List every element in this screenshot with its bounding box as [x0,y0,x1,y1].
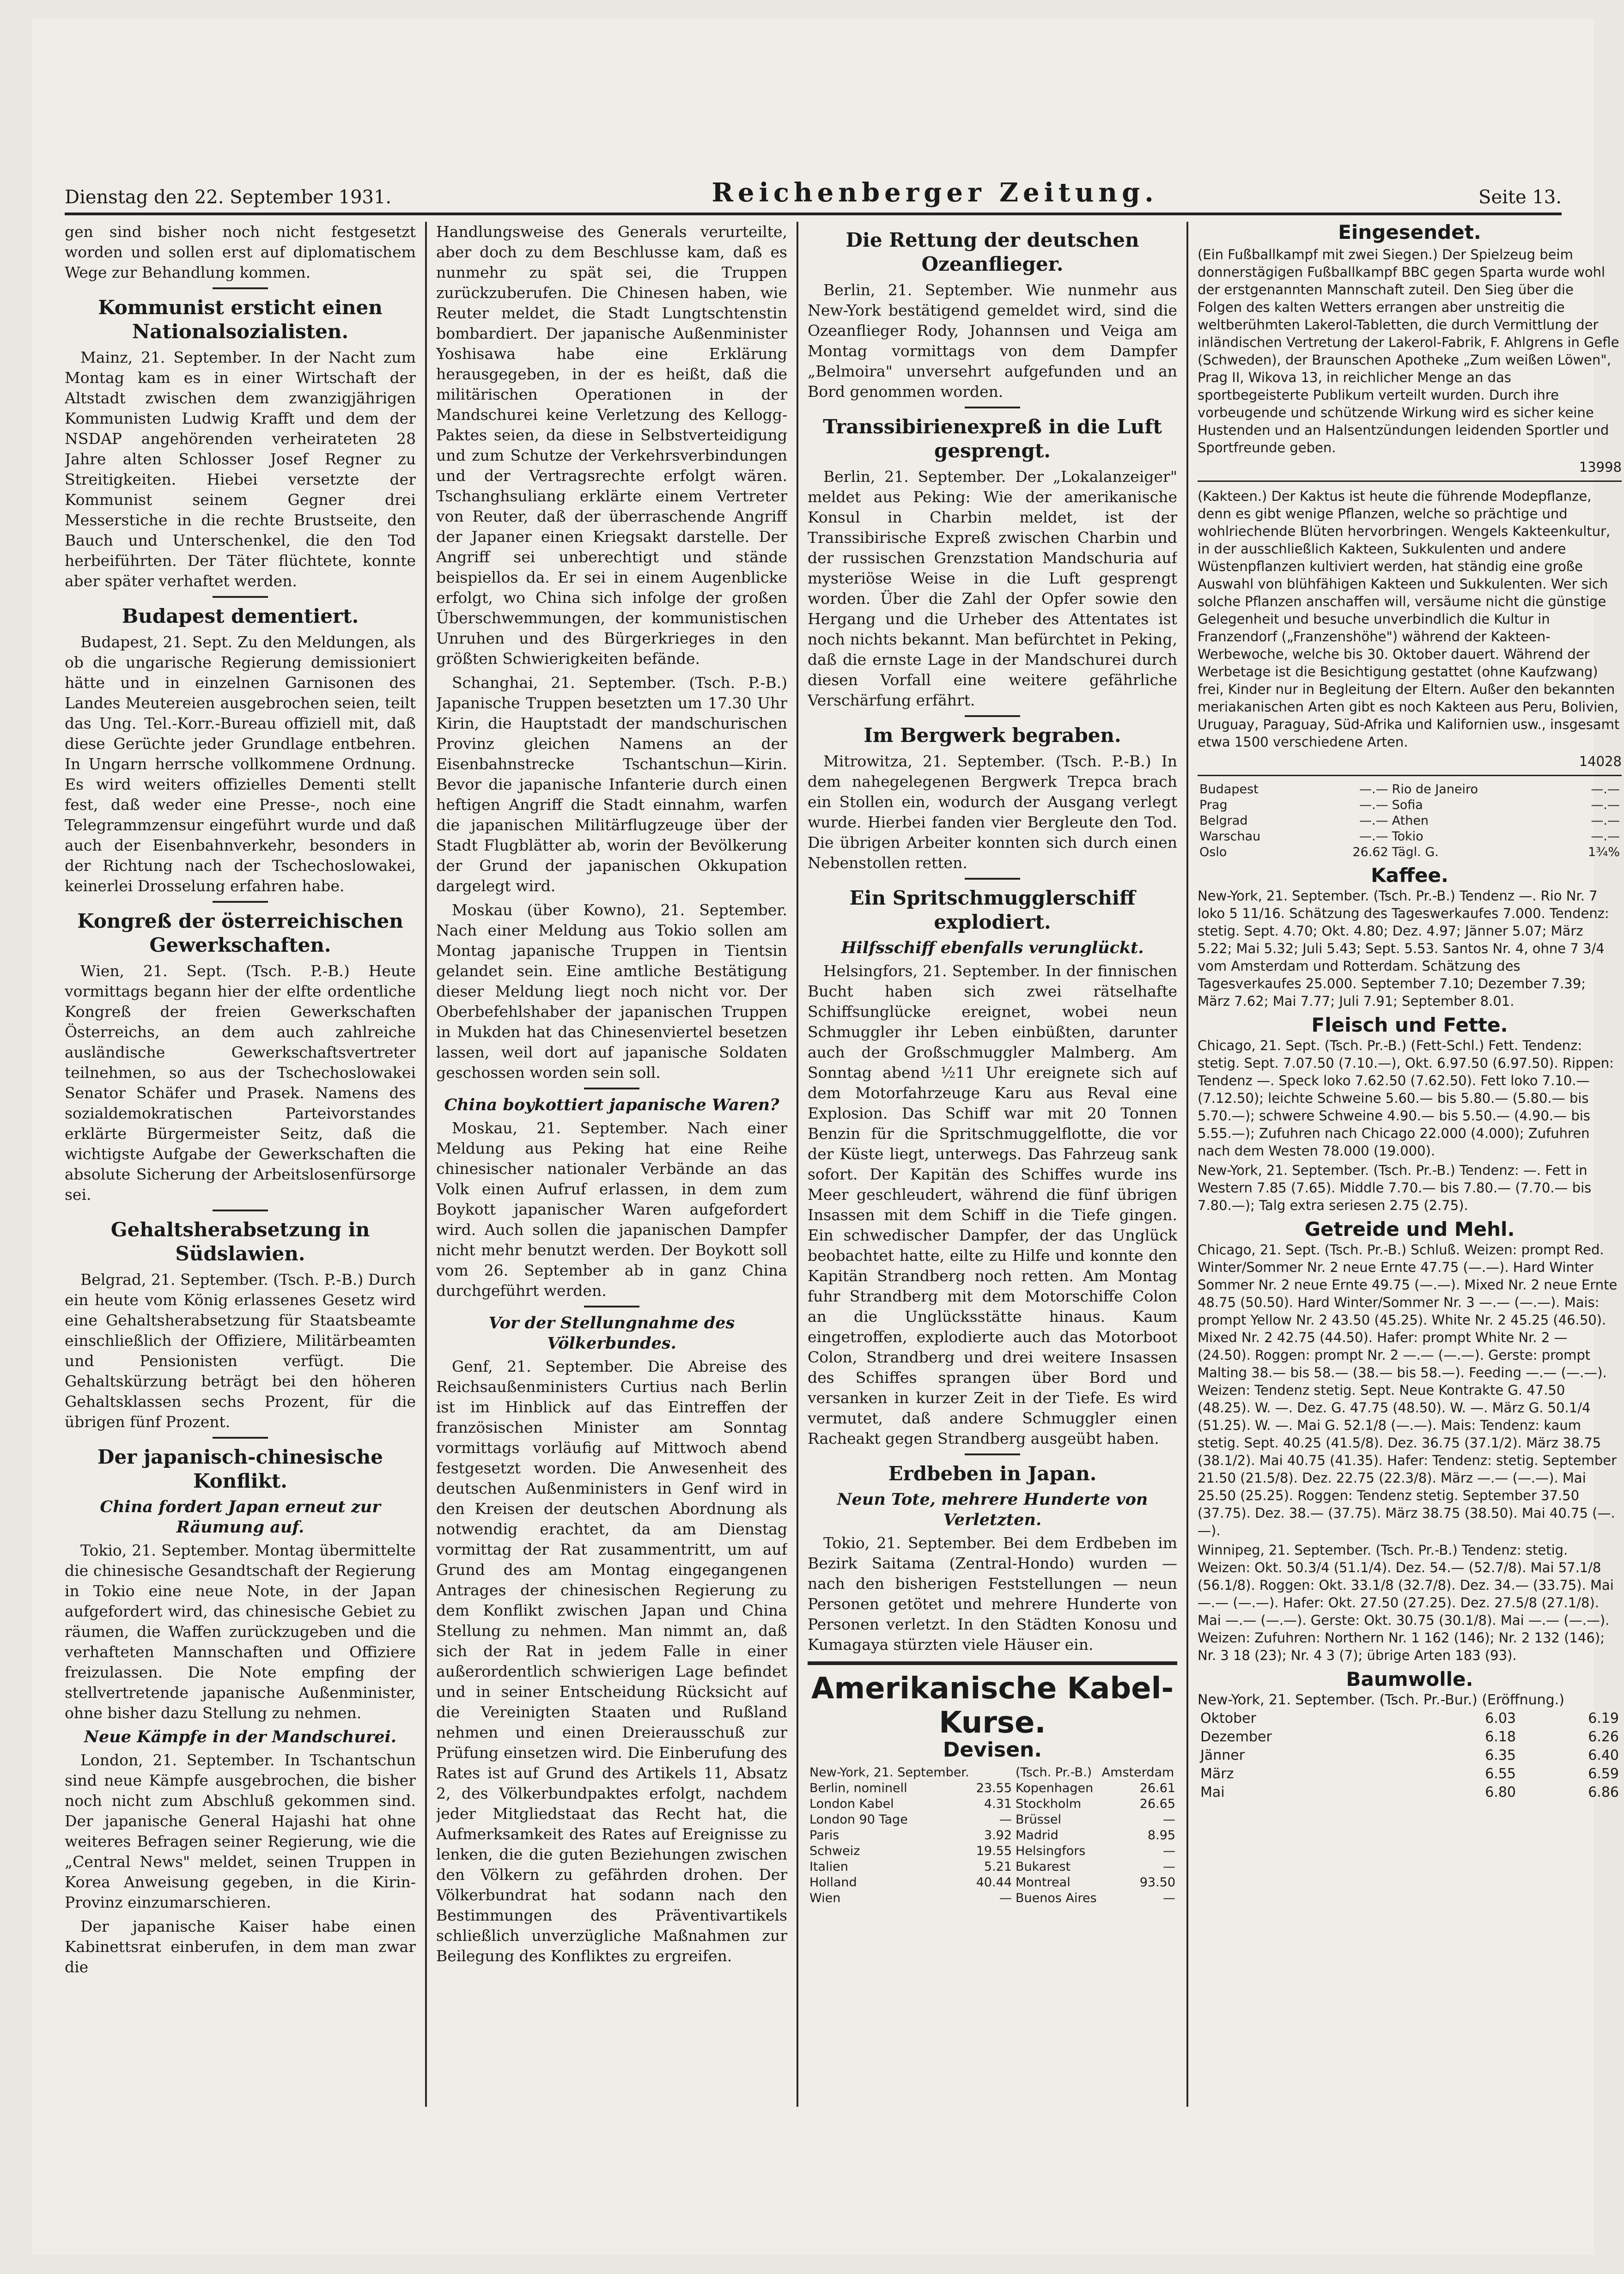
table-cell: 5.21 [984,1860,1012,1874]
article-text: Berlin, 21. September. Wie nunmehr aus New-York bestätigend gemeldet wird, sind die Ozeanflieger Rody, Johannsen und Veiga am Montag vormittags von dem Dampfer „Belmoira" unversehrt aufgefunden und an Bord genommen worden. [808,281,1177,401]
table-cell: 6.59 [1588,1766,1619,1782]
article-subtitle: Vor der Stellungnahme des Völkerbundes. [488,1313,735,1353]
market-text: New-York, 21. September. (Tsch. Pr.-B.) Tendenz —. Rio Nr. 7 loko 5 11/16. Schätzung des Tageswerkaufes 7.000. Tendenz: stetig. Sept. 4.70; Okt. 4.80; Dez. 4.97; Jänner 5.07; März 5.22; Mai 5.32; Juli 5.43; Sept. 5.53. Santos Nr. 4, ohne 7 3/4 vom Amsterdam und Rotterdam. Schätzung des Tagesverkaufes 25.000. September 7.10; Dezember 7.39; März 7.62; Mai 7.77; Juli 7.91; September 8.01. [1198,888,1609,1009]
table-cell: Sofia [1392,798,1423,812]
table-cell: —.— [1591,782,1620,797]
market-title-cotton: Baumwolle. [1346,1668,1473,1690]
table-row [1198,797,1622,813]
article-subtitle: China fordert Japan erneut zur Räumung auf. [100,1497,381,1537]
ad-code: 14028 [1579,754,1622,769]
table-row [1198,1765,1622,1783]
table-head-cell: New-York, 21. September. [809,1765,969,1780]
table-row [808,1891,1177,1906]
table-cell: 93.50 [1139,1875,1175,1890]
separator [213,901,268,903]
table-cell: Belgrad [1199,814,1248,828]
article-text: Genf, 21. September. Die Abreise des Reichsaußenministers Curtius nach Berlin ist im Hinblick auf das Eintreffen der französischen Minister am Sonntag vormittags vorläufig auf Mittwoch abend festgesetzt worden. Die Anwesenheit des deutschen Außenministers in Genf wird in den Kreisen der deutschen Abordnung als notwendig erachtet, da am Dienstag vormittag der Rat zusammentritt, um auf Grund des am Montag eingegangenen Antrages der chinesischen Regierung zu dem Konflikt zwischen Japan und China Stellung zu nehmen. Man nimmt an, daß sich der Rat in jedem Falle in einer außerordentlich schwierigen Lage befindet und in seiner Entscheidung Rücksicht auf die Vereinigten Staaten und Rußland nehmen und einen Dreierausschuß zur Prüfung einsetzen wird. Die Einberufung des Rates ist auf Grund des Artikels 11, Absatz 2, des Völkerbundpaktes erfolgt, nachdem jeder Mitgliedstaat das Recht hat, die Aufmerksamkeit des Rates auf Ereignisse zu lenken, die die guten Beziehungen zwischen den Völkern zu gefährden drohen. Der Völkerbundrat hat sodann nach den Bestimmungen des Präventivartikels schließlich unverzügliche Maßnahmen zur Beilegung des Konfliktes zu ergreifen. [436,1357,787,1965]
column-2 [436,222,787,2107]
table-row [808,1875,1177,1891]
article-text: Moskau, 21. September. Nach einer Meldung aus Peking hat eine Reihe chinesischer nationaler Verbände an das Volk einen Aufruf erlassen, in dem zum Boykott japanischer Waren aufgefordert wird. Auch sollen die japanischen Dampfer nicht mehr benutzt werden. Der Boykott soll vom 26. September ab in ganz China durchgeführt werden. [436,1119,787,1300]
table-cell: 1¾% [1588,845,1620,859]
table-cell: —.— [1359,798,1388,812]
cable-rates-title: Amerikanische Kabel-Kurse. [811,1672,1174,1740]
table-cell: —.— [1591,829,1620,844]
table-cell: 6.19 [1588,1710,1619,1727]
table-row [1198,1709,1622,1728]
table-cell: Athen [1392,814,1429,828]
table-cell: —.— [1359,782,1388,797]
column-rule [797,222,798,2107]
table-cell: 3.92 [984,1828,1012,1842]
table-cell: — [1163,1844,1175,1858]
table-row [808,1781,1177,1796]
article-text: Mainz, 21. September. In der Nacht zum Montag kam es in einer Wirtschaft der Altstadt zwischen dem zwanzigjährigen Kommunisten Ludwig Krafft und dem der NSDAP angehörenden verheirateten 28 Jahre alten Schlosser Josef Regner zu Streitigkeiten. Hiebei versetzte der Kommunist seinem Gegner drei Messerstiche in die rechte Brustseite, den Bauch und Unterschenkel, die den Tod herbeiführten. Der Täter flüchtete, konnte aber später verhaftet werden. [65,348,416,590]
article-subtitle: Neun Tote, mehrere Hunderte von Verletzten. [837,1490,1148,1529]
market-title-grain: Getreide und Mehl. [1304,1218,1515,1240]
cotton-subtitle: New-York, 21. September. (Tsch. Pr.-Bur.) (Eröffnung.) [1198,1692,1564,1708]
article-text: Mitrowitza, 21. September. (Tsch. P.-B.) In dem nahegelegenen Bergwerk Trepca brach ein Stollen ein, wodurch der Ausgang verlegt wurde. Hierbei fanden vier Bergleute den Tod. Die übrigen Arbeiter konnten sich durch einen Nebenstollen retten. [808,752,1177,872]
table-cell: London Kabel [809,1797,894,1811]
article-subtitle: Neue Kämpfe in der Mandschurei. [84,1727,396,1746]
table-cell: Budapest [1199,782,1259,797]
table-cell: Brüssel [1016,1812,1061,1827]
table-cell: 6.80 [1485,1784,1516,1800]
table-cell: Oslo [1199,845,1227,859]
separator [213,1437,268,1439]
separator [1198,775,1622,776]
page-header [65,157,1562,215]
table-cell: —.— [1591,798,1620,812]
article-text: Schanghai, 21. September. (Tsch. P.-B.) Japanische Truppen besetzten um 17.30 Uhr Kirin, die Hauptstadt der mandschurischen Provinz gleichen Namens an der Eisenbahnstrecke Tschantschun—Kirin. Bevor die japanische Infanterie durch einen heftigen Angriff die Stadt einnahm, warfen die japanischen Militärflugzeuge über der Stadt Flugblätter ab, worin der Bevölkerung der Grund der japanischen Okkupation dargelegt wird. [436,674,787,895]
table-row [808,1843,1177,1859]
newspaper-page [32,18,1622,2255]
table-cell: 19.55 [976,1844,1012,1858]
table-header-row [808,1765,1177,1781]
table-cell: Kopenhagen [1016,1781,1094,1795]
article-subtitle: Hilfsschiff ebenfalls verunglückt. [841,938,1144,957]
column-4 [1198,222,1622,2107]
header-date: Dienstag den 22. September 1931. [65,187,392,208]
table-cell: 6.03 [1485,1710,1516,1727]
exchange-table [808,1765,1177,1906]
table-row [808,1828,1177,1843]
table-cell: Oktober [1200,1710,1256,1727]
table-row [1198,845,1622,860]
table-row [808,1796,1177,1812]
table-cell: Schweiz [809,1844,860,1858]
table-cell: 8.95 [1147,1828,1175,1842]
table-row [808,1859,1177,1875]
table-cell: Tägl. G. [1392,845,1439,859]
market-title-coffee: Kaffee. [1371,864,1448,887]
newspaper-name: Reichenberger Zeitung. [712,177,1158,208]
article-text: London, 21. September. In Tschantschun sind neue Kämpfe ausgebrochen, die bisher noch nicht zum Abschluß gekommen sind. Der japanische General Hajashi hat ohne weiteres Befragen seiner Regierung, wie die „Central News" meldet, seinen Truppen in Korea Anweisung gegeben, in die Kirin-Provinz einzumarschieren. [65,1751,416,1911]
table-cell: Italien [809,1860,848,1874]
separator [213,596,268,598]
page-number: Seite 13. [1478,187,1562,208]
table-cell: Tokio [1392,829,1423,844]
cotton-section [1198,1691,1622,1802]
table-cell: Montreal [1016,1875,1071,1890]
separator [584,1306,639,1307]
separator [965,407,1020,408]
article-text: Der japanische Kaiser habe einen Kabinettsrat einberufen, in dem man zwar die [65,1917,416,1976]
market-text: Winnipeg, 21. September. (Tsch. Pr.-B.) Tendenz: stetig. Weizen: Okt. 50.3/4 (51.1/4). Dez. 54.— (52.7/8). Mai 57.1/8 (56.1/8). Roggen: Okt. 33.1/8 (32.7/8). Dez. 34.— (33.75). Mai —.— (—.—). Hafer: Okt. 27.50 (27.25). Dez. 27.5/8 (27.1/8). Mai —.— (—.—). Gerste: Okt. 30.75 (30.1/8). Mai —.— (—.—). Weizen: Zufuhren: Northern Nr. 1 162 (146); Nr. 2 132 (146); Nr. 3 18 (23); Nr. 4 3 (7); übrige Arten 183 (93). [1198,1542,1614,1663]
table-cell: Buenos Aires [1016,1891,1097,1905]
table-cell: März [1200,1766,1234,1782]
separator [965,1453,1020,1455]
table-cell: 4.31 [984,1797,1012,1811]
table-cell: 23.55 [976,1781,1012,1795]
market-title-meat: Fleisch und Fette. [1311,1014,1508,1036]
table-row [1198,782,1622,797]
table-cell: Bukarest [1016,1860,1071,1874]
table-cell: 6.40 [1588,1747,1619,1763]
table-cell: Helsingfors [1016,1844,1086,1858]
table-cell: — [1163,1891,1175,1905]
table-cell: —.— [1359,814,1388,828]
table-cell: Stockholm [1016,1797,1082,1811]
table-cell: Rio de Janeiro [1392,782,1478,797]
intro-text: gen sind bisher noch nicht festgesetzt worden und sollen erst auf diplomatischem Wege zur Behandlung kommen. [65,223,416,281]
table-cell: Madrid [1016,1828,1058,1842]
table-row [1198,1746,1622,1765]
columns-area [65,222,1622,2107]
heavy-rule [808,1661,1177,1665]
column-rule [425,222,427,2107]
table-head-cell: Amsterdam [1101,1765,1174,1780]
table-cell: Berlin, nominell [809,1781,907,1795]
table-cell: Jänner [1200,1747,1245,1763]
table-row [1198,829,1622,845]
article-text: Belgrad, 21. September. (Tsch. P.-B.) Durch ein heute vom König erlassenes Gesetz wird eine Gehaltsherabsetzung für Staatsbeamte einschließlich der Offiziere, Militärbeamten und Pensionisten verfügt. Die Gehaltskürzung beträgt bei den höheren Gehaltsklassen sechs Prozent, für die übrigen fünf Prozent. [65,1271,416,1431]
article-text: (Kakteen.) Der Kaktus ist heute die führende Modepflanze, denn es gibt wenige Pflanzen, welche so prächtige und wohlriechende Blüten hervorbringen. Wengels Kakteenkultur, in der ausschließlich Kakteen, Sukkulenten und andere Wüstenpflanzen kultiviert werden, hat ständig eine große Auswahl von blühfähigen Kakteen und Sukkulenten. Wer sich solche Pflanzen anschaffen will, versäume nicht die günstige Gelegenheit und besuche unverbindlich die Kultur in Franzendorf („Franzenshöhe") während der Kakteen-Werbewoche, welche bis 30. Oktober dauert. Während der Werbetage ist die Besichtigung gestattet (ohne Kaufzwang) frei, Kinder nur in Begleitung der Eltern. Außer den bekannten meriakanischen Arten gibt es noch Kakteen aus Peru, Bolivien, Uruguay, Paraguay, Süd-Afrika und Kalifornien usw., insgesamt etwa 1500 verschiedene Arten. [1198,488,1620,750]
separator [584,1088,639,1089]
table-cell: London 90 Tage [809,1812,908,1827]
article-text: Tokio, 21. September. Montag übermittelte die chinesische Gesandtschaft der Regierung in Tokio eine neue Note, in der Japan aufgefordert wird, das chinesische Gebiet zu räumen, die Waffen zurückzugeben und die verhafteten Mannschaften und Offiziere freizulassen. Die Note empfing der stellvertretende japanische Außenminister, ohne bisher dazu Stellung zu nehmen. [65,1541,416,1722]
market-text: Chicago, 21. Sept. (Tsch. Pr.-B.) Schluß. Weizen: prompt Red. Winter/Sommer Nr. 2 neue Ernte 47.75 (—.—). Hard Winter Sommer Nr. 2 neue Ernte 49.75 (—.—). Mixed Nr. 2 neue Ernte 48.75 (50.50). Hard Winter/Sommer Nr. 3 —.— (—.—). Mais: prompt Yellow Nr. 2 43.50 (45.25). White Nr. 2 45.25 (46.50). Mixed Nr. 2 42.75 (44.50). Hafer: prompt White Nr. 2 — (24.50). Roggen: prompt Nr. 2 —.— (—.—). Gerste: prompt Malting 38.— bis 58.— (38.— bis 58.—). Feeding —.— (—.—). Weizen: Tendenz stetig. Sept. Neue Kontrakte G. 47.50 (48.25). W. —. Dez. G. 47.75 (48.50). W. —. März G. 50.1/4 (51.25). W. —. Mai G. 52.1/8 (—.—). Mais: Tendenz: kaum stetig. Sept. 40.25 (41.5/8). Dez. 36.75 (37.1/2). März 38.75 (38.1/2). Mai 40.75 (41.35). Hafer: Tendenz: stetig. September 21.50 (21.5/8). Dez. 22.75 (22.3/8). März —.— (—.—). Mai 25.50 (25.25). Roggen: Tendenz stetig. September 37.50 (37.75). Dez. 38.— (37.75). März 38.75 (38.50). Mai 40.75 (—.—). [1198,1242,1618,1538]
table-cell: 6.35 [1485,1747,1516,1763]
table-row [808,1812,1177,1828]
table-cell: — [999,1812,1012,1827]
table-row [1198,1728,1622,1746]
table-cell: 26.61 [1139,1781,1175,1795]
article-text: Budapest, 21. Sept. Zu den Meldungen, als ob die ungarische Regierung demissioniert hätte und in einzelnen Garnisonen des Landes Meutereien ausgebrochen seien, teilt das Ung. Tel.-Korr.-Bureau offiziell mit, daß diese Gerüchte jeder Grundlage entbehren. In Ungarn herrsche vollkommene Ordnung. Es wird weiters offizielles Dementi stellt fest, daß weder eine Presse-, noch eine Telegrammzensur eingeführt wurde und daß auch der Eisenbahnverkehr, besonders in der Richtung nach der Tschechoslowakei, keinerlei Drosselung erfahren habe. [65,633,416,895]
article-title: Budapest dementiert. [122,605,359,627]
table-cell: 6.86 [1588,1784,1619,1800]
column-3 [808,222,1177,2107]
article-title: Der japanisch-chinesische Konflikt. [97,1446,383,1492]
cable-rates-subtitle: Devisen. [943,1738,1042,1762]
table-cell: — [999,1891,1012,1905]
market-text: Chicago, 21. Sept. (Tsch. Pr.-B.) (Fett-Schl.) Fett. Tendenz: stetig. Sept. 7.07.50 (7.10.—), Okt. 6.97.50 (6.97.50). Rippen: Tendenz —. Speck loko 7.62.50 (7.62.50). Fett loko 7.10.— (7.12.50); leichte Schweine 5.60.— bis 5.80.— (5.80.— bis 5.70.—); schwere Schweine 4.90.— bis 5.50.— (4.90.— bis 5.55.—); Zufuhren nach Chicago 22.000 (4.000); Zufuhren nach dem Westen 78.000 (19.000). [1198,1038,1614,1159]
article-text: Handlungsweise des Generals verurteilte, aber doch zu dem Beschlusse kam, daß es nunmehr zu spät sei, die Truppen zurückzuberufen. Die Chinesen haben, wie Reuter meldet, die Stadt Lungtschtenstin bombardiert. Der japanische Außenminister Yoshisawa habe eine Erklärung herausgegeben, in der es heißt, daß die militärischen Operationen in der Mandschurei keine Verletzung des Kellogg-Paktes seien, da diese in Selbstverteidigung und zum Schutze der Verkehrsverbindungen und der Vertragsrechte erfolgt wären. Tschanghsuliang erklärte einem Vertreter von Reuter, daß der überraschende Angriff der Japaner einen Kriegsakt darstelle. Der Angriff sei unberechtigt und stände beispiellos da. Er sei in einem Augenblicke erfolgt, wo China sich infolge der großen Überschwemmungen, der kommunistischen Unruhen und des Bürgerkrieges in den größten Schwierigkeiten befände. [436,223,787,668]
table-cell: 6.55 [1485,1766,1516,1782]
table-cell: — [1163,1860,1175,1874]
article-text: Berlin, 21. September. Der „Lokalanzeiger" meldet aus Peking: Wie der amerikanische Konsul in Charbin meldet, ist der Transsibirische Expreß zwischen Charbin und der russischen Grenzstation Mandschuria auf mysteriöse Weise in die Luft gesprengt worden. Über die Zahl der Opfer sowie den Hergang und die Urheber des Attentates ist noch nichts bekannt. Man befürchtet in Peking, daß die ernste Lage in der Mandschurei durch diesen Vorfall eine weitere gefährliche Verschärfung erfährt. [808,468,1177,709]
table-cell: Dezember [1200,1729,1272,1745]
separator [213,1210,268,1211]
article-title: Ein Spritschmugglerschiff explodiert. [849,887,1136,933]
article-title: Erdbeben in Japan. [888,1462,1097,1485]
column-1 [65,222,416,2107]
table-row [1198,813,1622,829]
table-cell: 26.65 [1139,1797,1175,1811]
separator [1198,480,1622,482]
separator [965,715,1020,717]
table-head-cell: (Tsch. Pr.-B.) [1016,1765,1092,1780]
column-rule [1186,222,1188,2107]
table-cell: 26.62 [1352,845,1388,859]
article-subtitle: China boykottiert japanische Waren? [444,1095,779,1114]
market-text: New-York, 21. September. (Tsch. Pr.-B.) Tendenz: —. Fett in Western 7.85 (7.65). Middle 7.70.— bis 7.80.— (7.70.— bis 7.80.—); Talg extra seriesen 2.75 (2.75). [1198,1162,1592,1213]
article-title: Gehaltsherabsetzung in Südslawien. [110,1218,370,1265]
separator [213,287,268,289]
table-cell: 6.18 [1485,1729,1516,1745]
article-title: Im Bergwerk begraben. [864,724,1121,747]
table-cell: — [1163,1812,1175,1827]
article-title: Kongreß der österreichischen Gewerkschaften. [77,910,403,956]
table-cell: Holland [809,1875,857,1890]
article-title: Die Rettung der deutschen Ozeanflieger. [845,229,1139,275]
article-text: Tokio, 21. September. Bei dem Erdbeben im Bezirk Saitama (Zentral-Hondo) wurden — nach den bisherigen Feststellungen — neun Personen getötet und mehrere Hunderte von Personen verletzt. In den Städten Konosu und Kumagaya stürzten viele Häuser ein. [808,1534,1177,1654]
ad-code: 13998 [1579,459,1622,475]
table-cell: Wien [809,1891,841,1905]
table-cell: Prag [1199,798,1228,812]
exchange-table-2 [1198,782,1622,860]
article-title: Kommunist ersticht einen Nationalsozialisten. [98,296,383,343]
table-cell: Warschau [1199,829,1261,844]
cotton-table [1198,1709,1622,1802]
table-cell: —.— [1591,814,1620,828]
separator [965,878,1020,880]
section-title: Eingesendet. [1338,222,1481,243]
table-cell: Paris [809,1828,839,1842]
table-cell: 40.44 [976,1875,1012,1890]
article-title: Transsibirienexpreß in die Luft gesprengt. [823,415,1162,462]
table-cell: 6.26 [1588,1729,1619,1745]
table-cell: —.— [1359,829,1388,844]
table-row [1198,1783,1622,1802]
article-text: Wien, 21. Sept. (Tsch. P.-B.) Heute vormittags begann hier der elfte ordentliche Kongreß der freien Gewerkschaften Österreichs, an dem auch zahlreiche ausländische Gewerkschaftsvertreter teilnehmen, so aus der Tschechoslowakei Senator Schäfer und Prasek. Namens des sozialdemokratischen Parteivorstandes erklärte Bürgermeister Seitz, daß die wichtigste Aufgabe der Gewerkschaften die absolute Sicherung der Arbeitslosenfürsorge sei. [65,962,416,1204]
article-text: (Ein Fußballkampf mit zwei Siegen.) Der Spielzeug beim donnerstägigen Fußballkampf BBC gegen Sparta wurde wohl der erstgenannten Mannschaft zuteil. Den Sieg über die Folgen des kalten Wetters errangen aber unstreitig die weltberühmten Lakerol-Tabletten, die durch Vermittlung der inländischen Vertretung der Lakerol-Fabrik, F. Ahlgrens in Gefle (Schweden), der Braunschen Apotheke „Zum weißen Löwen", Prag II, Wikova 13, in reichlicher Menge an das sportbegeisterte Publikum verteilt wurden. Durch ihre vorbeugende und schützende Wirkung wird es sicher keine Hustenden und an Halsentzündungen leidenden Sportler und Sportfreunde geben. [1198,247,1619,456]
article-text: Helsingfors, 21. September. In der finnischen Bucht haben sich zwei rätselhafte Schiffsunglücke ereignet, wobei neun Schmuggler ihr Leben einbüßten, darunter auch der Großschmuggler Malmberg. Am Sonntag abend ½11 Uhr ereignete sich auf dem Motorfahrzeuge Karu aus Reval eine Explosion. Das Schiff war mit 20 Tonnen Benzin für die Spritschmuggelflotte, die vor der Küste liegt, unterwegs. Das Fahrzeug sank sofort. Der Kapitän des Schiffes wurde ins Meer geschleudert, während die fünf übrigen Insassen mit dem Schiff in die Tiefe gingen. Ein schwedischer Dampfer, der das Unglück beobachtet hatte, eilte zu Hilfe und konnte den Kapitän Strandberg noch retten. Am Montag fuhr Strandberg mit dem Motorschiffe Colon an die Unglücksstätte hinaus. Kaum eingetroffen, explodierte auch das Motorboot Colon, Strandberg und drei weitere Insassen des Schiffes sprangen über Bord und versanken in kurzer Zeit in der Tiefe. Es wird vermutet, daß andere Schmuggler einen Racheakt gegen Strandberg ausgeübt haben. [808,962,1177,1447]
table-cell: Mai [1200,1784,1225,1800]
article-text: Moskau (über Kowno), 21. September. Nach einer Meldung aus Tokio sollen am Montag japanische Truppen in Tientsin gelandet sein. Eine amtliche Bestätigung dieser Meldung liegt noch nicht vor. Der Oberbefehlshaber der japanischen Truppen in Mukden hat das Chinesenviertel besetzen lassen, weil dort auf japanische Soldaten geschossen worden sein soll. [436,901,787,1082]
